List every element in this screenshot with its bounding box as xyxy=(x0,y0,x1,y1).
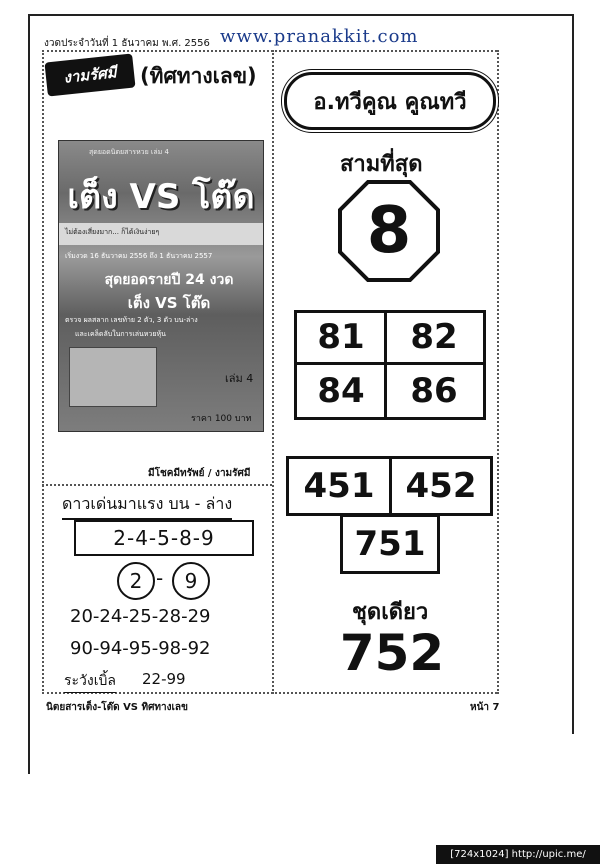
cover-title: เต็ง VS โต๊ด xyxy=(67,177,255,217)
content-frame-right xyxy=(497,50,499,694)
watch-value: 22-99 xyxy=(142,670,186,688)
key-digit-circle-2 xyxy=(172,562,210,600)
hot-digits: 2-4-5-8-9 xyxy=(113,526,215,550)
hot-title: สามที่สุด xyxy=(340,152,423,177)
key-digit-2: 9 xyxy=(184,569,198,593)
page-border-left xyxy=(28,14,30,774)
author-badge-text: งามรัศมี xyxy=(62,63,118,87)
cover-body-1: ตรวจ ผลสลาก เลขท้าย 2 ตัว, 3 ตัว บน-ล่าง xyxy=(65,316,198,324)
cover-date-range: เริ่มงวด 16 ธันวาคม 2556 ถึง 1 ธันวาคม 2557 xyxy=(65,252,213,260)
three-digit-box: 452 xyxy=(389,456,493,516)
two-digit-cell: 84 xyxy=(317,371,365,411)
cover-body-2: และเคล็ดลับในการเล่นหวยหุ้น xyxy=(75,330,166,338)
footer-page-number: หน้า 7 xyxy=(470,702,500,713)
content-frame-left xyxy=(42,50,44,694)
cover-year-summary: สุดยอดรายปี 24 งวด xyxy=(104,272,234,288)
hot-digits-box xyxy=(74,520,254,556)
author-name-pill xyxy=(284,72,496,130)
image-host-strip[interactable] xyxy=(436,845,600,864)
issue-date: งวดประจำวันที่ 1 ธันวาคม พ.ศ. 2556 xyxy=(44,38,210,49)
page-border-top xyxy=(28,14,574,16)
two-digit-cell: 81 xyxy=(317,317,365,357)
two-digit-cell: 82 xyxy=(410,317,458,357)
set-title: ชุดเดียว xyxy=(352,600,429,625)
left-section-divider xyxy=(42,484,272,486)
cover-subtitle: ไม่ต้องเสี่ยงมาก... ก็ได้เงินง่ายๆ xyxy=(65,228,160,236)
image-host-text: [724x1024] http://upic.me/ xyxy=(450,849,586,860)
cover-caption: มีโชคมีทรัพย์ / งามรัศมี xyxy=(148,468,251,479)
cover-price: ราคา 100 บาท xyxy=(191,414,252,424)
cover-top-text: สุดยอดนิตยสารหวย เล่ม 4 xyxy=(89,148,169,156)
key-digit-circle-1 xyxy=(117,562,155,600)
three-digit-box: 451 xyxy=(286,456,392,516)
key-digit-1: 2 xyxy=(129,569,143,593)
two-digit-grid-hline xyxy=(294,362,486,365)
single-digit: 8 xyxy=(366,194,412,268)
cover-volume: เล่ม 4 xyxy=(225,372,254,385)
hot-numbers-heading: ดาวเด่นมาแรง บน - ล่าง xyxy=(62,492,232,520)
two-digit-cell: 86 xyxy=(410,371,458,411)
two-digit-grid-vline xyxy=(384,310,387,420)
website-url[interactable]: www.pranakkit.com xyxy=(220,26,419,47)
number-row-1: 20-24-25-28-29 xyxy=(70,606,211,627)
magazine-cover xyxy=(58,140,264,432)
page-border-right xyxy=(572,14,574,734)
author-badge xyxy=(44,53,135,96)
footer-magazine: นิตยสารเต็ง-โต๊ด VS ทิศทางเลข xyxy=(46,702,188,713)
number-row-2: 90-94-95-98-92 xyxy=(70,638,211,659)
set-value: 752 xyxy=(339,624,445,682)
three-digit-box: 751 xyxy=(340,514,440,574)
column-divider xyxy=(272,50,274,694)
cover-mid-title: เต็ง VS โต๊ด xyxy=(127,294,211,312)
key-digit-dash: - xyxy=(156,566,164,590)
content-frame-top xyxy=(42,50,497,52)
author-name: อ.ทวีคูณ คูณทวี xyxy=(313,89,467,115)
watch-label: ระวังเบิ้ล xyxy=(64,670,116,693)
section-heading: (ทิศทางเลข) xyxy=(140,64,257,88)
cover-photo xyxy=(69,347,157,407)
